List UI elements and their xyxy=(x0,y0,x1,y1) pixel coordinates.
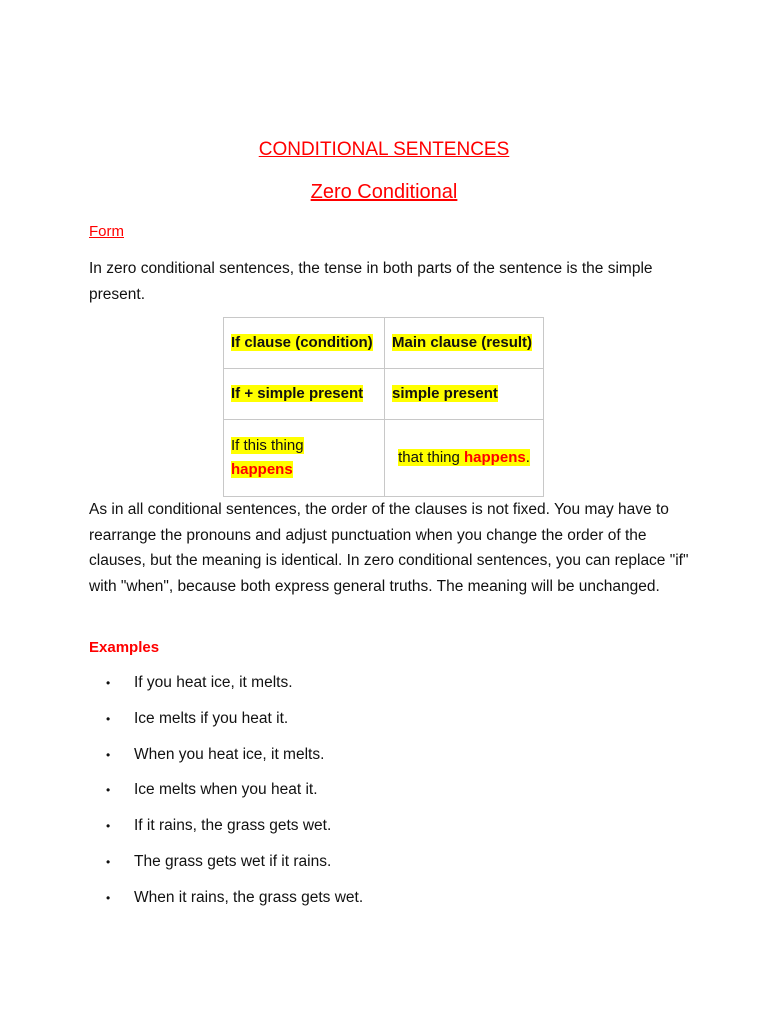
list-item xyxy=(89,815,363,851)
example-main-verb: happens xyxy=(464,449,526,466)
form-heading: Form xyxy=(89,223,124,240)
table-cell xyxy=(224,420,385,497)
example-main-text: that thing xyxy=(398,449,465,466)
table-row xyxy=(224,369,544,420)
example-text: If you heat ice, it melts. xyxy=(134,674,293,691)
example-text: When it rains, the grass gets wet. xyxy=(134,888,364,906)
list-item xyxy=(89,779,363,815)
table-cell xyxy=(224,318,385,369)
example-text: Ice melts if you heat it. xyxy=(134,709,289,727)
example-text: Ice melts when you heat it. xyxy=(134,781,318,799)
header-if-clause: If clause (condition) xyxy=(231,334,373,351)
document-title: CONDITIONAL SENTENCES xyxy=(258,139,510,160)
example-text: When you heat ice, it melts. xyxy=(134,745,325,763)
intro-paragraph: In zero conditional sentences, the tense in both parts of the sentence is the simple present. xyxy=(89,260,653,303)
bullet-icon: • xyxy=(106,854,111,869)
list-item xyxy=(89,887,363,923)
form-main-clause: simple present xyxy=(392,385,498,402)
example-text: If it rains, the grass gets wet. xyxy=(134,817,332,835)
example-if-verb: happens xyxy=(231,461,293,478)
bullet-icon: • xyxy=(106,747,111,762)
table-cell xyxy=(385,318,544,369)
table-cell xyxy=(224,369,385,420)
form-table xyxy=(223,317,544,497)
list-item xyxy=(89,851,363,887)
example-if-text: If this thing xyxy=(231,437,304,454)
example-text: The grass gets wet if it rains. xyxy=(134,852,332,870)
header-main-clause: Main clause (result) xyxy=(392,334,533,351)
form-if-clause: If + simple present xyxy=(231,385,364,402)
bullet-icon: • xyxy=(106,819,111,834)
list-item xyxy=(89,744,363,780)
examples-list xyxy=(89,672,363,923)
example-main-period: . xyxy=(525,449,530,466)
document-subtitle: Zero Conditional xyxy=(310,181,458,203)
list-item xyxy=(89,672,363,708)
table-cell xyxy=(385,420,544,497)
explanation-paragraph: As in all conditional sentences, the order of the clauses is not fixed. You may have to rearrange the pronouns and adjust punctuation when you change the order of the clauses, but the meaning is identical. In zero conditional sentences, you can replace "if" with "when", because both express general truths. The meaning will be unchanged. xyxy=(89,501,689,595)
table-row xyxy=(224,420,544,497)
bullet-icon: • xyxy=(106,890,111,905)
examples-heading: Examples xyxy=(89,639,160,656)
list-item xyxy=(89,708,363,744)
table-row xyxy=(224,318,544,369)
bullet-icon: • xyxy=(106,711,111,726)
table-cell xyxy=(385,369,544,420)
bullet-icon: • xyxy=(106,783,111,798)
bullet-icon: • xyxy=(106,676,111,690)
